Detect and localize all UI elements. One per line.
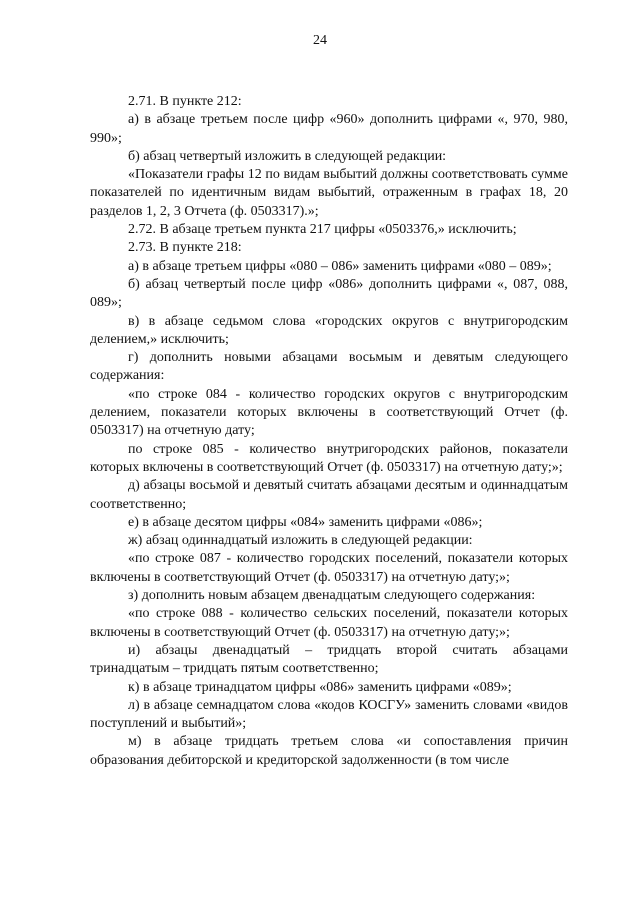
paragraph-quote: «по строке 084 - количество городских округов с внутригородским делением, показатели которых включены в соответствующий Отчет (ф. 0503317) на отчетную дату; xyxy=(90,386,568,439)
page-number: 24 xyxy=(313,33,327,48)
paragraph-item-a: а) в абзаце третьем после цифр «960» дополнить цифрами «, 970, 980, 990»; xyxy=(90,112,568,146)
paragraph-item-z: з) дополнить новым абзацем двенадцатым следующего содержания: xyxy=(128,588,536,604)
paragraph-2-71: 2.71. В пункте 212: xyxy=(128,94,242,109)
document-body xyxy=(90,93,568,770)
paragraph-2-72: 2.72. В абзаце третьем пункта 217 цифры «0503376,» исключить; xyxy=(128,222,517,238)
paragraph-item-d: д) абзацы восьмой и девятый считать абзацами десятым и одиннадцатым соответственно; xyxy=(90,478,568,512)
paragraph-item-l: л) в абзаце семнадцатом слова «кодов КОСГУ» заменить словами «видов поступлений и выбытий»; xyxy=(90,697,568,732)
paragraph-item-b: б) абзац четвертый изложить в следующей редакции: xyxy=(128,148,447,164)
paragraph-item-v: в) в абзаце седьмом слова «городских округов с внутригородским делением,» исключить; xyxy=(90,313,568,347)
paragraph-item-zh: ж) абзац одиннадцатый изложить в следующей редакции: xyxy=(128,533,473,549)
paragraph-quote: «Показатели графы 12 по видам выбытий должны соответствовать сумме показателей по идентичным видам выбытий, отраженным в графах 18, 20 разделов 1, 2, 3 Отчета (ф. 0503317).»; xyxy=(90,167,568,219)
paragraph-quote: «по строке 087 - количество городских поселений, показатели которых включены в соответствующий Отчет (ф. 0503317) на отчетную дату;»; xyxy=(90,551,568,585)
paragraph-item-b: б) абзац четвертый после цифр «086» дополнить цифрами «, 087, 088, 089»; xyxy=(90,276,568,311)
paragraph-quote: по строке 085 - количество внутригородских районов, показатели которых включены в соответствующий Отчет (ф. 0503317) на отчетную дату;»; xyxy=(90,441,568,475)
paragraph-item-g: г) дополнить новыми абзацами восьмым и девятым следующего содержания: xyxy=(90,350,568,384)
paragraph-item-e: е) в абзаце десятом цифры «084» заменить цифрами «086»; xyxy=(128,514,483,530)
paragraph-2-73: 2.73. В пункте 218: xyxy=(128,240,242,256)
paragraph-item-a: а) в абзаце третьем цифры «080 – 086» заменить цифрами «080 – 089»; xyxy=(128,258,552,274)
paragraph-item-k: к) в абзаце тринадцатом цифры «086» заменить цифрами «089»; xyxy=(128,679,512,695)
paragraph-quote: «по строке 088 - количество сельских поселений, показатели которых включены в соответствующий Отчет (ф. 0503317) на отчетную дату;»; xyxy=(90,606,568,640)
paragraph-item-m: м) в абзаце тридцать третьем слова «и сопоставления причин образования дебиторской и кредиторской задолженности (в том числе xyxy=(90,734,568,768)
paragraph-item-i: и) абзацы двенадцатый – тридцать второй считать абзацами тринадцатым – тридцать пятым соответственно; xyxy=(90,642,568,677)
